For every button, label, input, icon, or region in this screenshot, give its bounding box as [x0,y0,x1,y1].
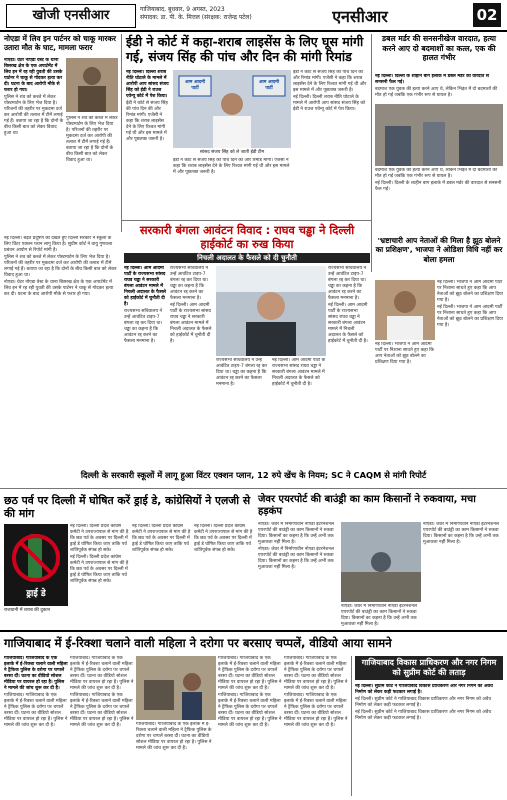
section-divider [0,488,507,489]
column-divider [351,656,352,796]
story-dry-body-2 [132,524,192,626]
story-right-mid-body [437,280,503,466]
body-paragraph: नोएडा। जेवर में निर्माणाधीन नोएडा इंटरनेशनल एयरपोर्ट की बाउंड्री का काम किसानों ने रुकवा दिया। किसानों का कहना है कि उन्हें अभी तक मुआवजा नहीं मिला है। [258,522,335,545]
body-paragraph: नई दिल्ली। आम आदमी पार्टी के राज्यसभा सांसद राघव चड्ढा ने सरकारी बंगला आवंटन मामले में निचली अदालत के फैसले को हाईकोर्ट में चुनौती दी है। [272,358,326,387]
body-paragraph: नई दिल्ली। सुप्रीम कोर्ट ने गाजियाबाद विकास प्राधिकरण और नगर निगम को अवैध निर्माण को लेकर कड़ी फटकार लगाई है। [355,697,492,708]
dry-day-graphic [4,524,68,606]
subhead: निचली अदालत के फैसले को दी चुनौती [124,253,370,263]
lead-paragraph: नोएडा। ग्रेटर नोएडा वेस्ट के थाना बिसरख क्षेत्र के एक अपार्टमेंट में लिव इन में रह रही युवती की उसके पार्टनर ने चाकू से गोदकर हत्या कर दी। घटना के बाद आरोपी मौके से फरार हो गया। [4,58,63,93]
photo-caption: राजधानी में शराब की दुकान [4,608,51,613]
story-erik-body [4,656,68,796]
body-paragraph: ईडी ने कोर्ट से संजय सिंह की पांच दिन की और रिमांड मांगी। एजेंसी ने कहा कि शराब लाइसेंस देने के लिए रिश्वत मांगी गई थी और इस मामले में और पूछताछ जरूरी है। [293,70,367,93]
party-sign: आम आदमी पार्टी [184,80,206,91]
body-paragraph: ईडी ने कोर्ट से संजय सिंह की पांच दिन की और रिमांड मांगी। एजेंसी ने कहा कि शराब लाइसेंस देने के लिए रिश्वत मांगी गई थी और इस मामले में और पूछताछ जरूरी है। [126,101,168,142]
story-erik-body-3 [136,722,216,796]
story-dry-body [70,524,130,626]
airport-site-photo [341,522,421,602]
body-paragraph: नोएडा। जेवर में निर्माणाधीन नोएडा इंटरनेशनल एयरपोर्ट की बाउंड्री का काम किसानों ने रुकवा दिया। किसानों का कहना है कि उन्हें अभी तक मुआवजा नहीं मिला है। [423,522,500,545]
body-paragraph: गाजियाबाद। गाजियाबाद के एक इलाके में ई-रिक्शा चलाने वाली महिला ने ट्रैफिक पुलिस के दरोगा पर चप्पलें बरसा दीं। घटना का वीडियो सोशल मीडिया पर वायरल हो रहा है। पुलिस ने मामले की जांच शुरू कर दी है। [4,656,68,691]
politician-photo [375,280,435,340]
page-number: 02 [473,3,501,27]
story-top-body-right [293,70,368,218]
story-raghav-body-5 [328,266,368,466]
body-paragraph: राज्यसभा सचिवालय ने उन्हें आवंटित टाइप-7 बंगला रद्द कर दिया था। चड्ढा का कहना है कि आवंटन रद्द करने का फैसला मनमाना है। [328,266,367,301]
body-paragraph: गाजियाबाद। गाजियाबाद के एक इलाके में ई-रिक्शा चलाने वाली महिला ने ट्रैफिक पुलिस के दरोगा पर चप्पलें बरसा दीं। घटना का वीडियो सोशल मीडिया पर वायरल हो रहा है। पुलिस ने मामले की जांच शुरू कर दी है। [136,722,212,751]
raghav-chadha-photo [216,266,326,356]
body-paragraph: नई दिल्ली। सुप्रीम कोर्ट ने गाजियाबाद विकास प्राधिकरण और नगर निगम को अवैध निर्माण को लेकर कड़ी फटकार लगाई है। [355,710,492,721]
story-left-body-cont [66,116,118,232]
body-paragraph: गाजियाबाद। गाजियाबाद के एक इलाके में ई-रिक्शा चलाने वाली महिला ने ट्रैफिक पुलिस के दरोगा पर चप्पलें बरसा दीं। घटना का वीडियो सोशल मीडिया पर वायरल हो रहा है। पुलिस ने मामले की जांच शुरू कर दी है। [4,693,68,728]
section-divider [121,220,371,221]
story-right-top [375,34,503,63]
body-paragraph: गाजियाबाद। गाजियाबाद के एक इलाके में ई-रिक्शा चलाने वाली महिला ने ट्रैफिक पुलिस के दरोगा पर चप्पलें बरसा दीं। घटना का वीडियो सोशल मीडिया पर वायरल हो रहा है। पुलिस ने मामले की जांच शुरू कर दी है। [70,693,134,728]
body-paragraph: नई दिल्ली। भाजपा ने आम आदमी पार्टी पर निशाना साधते हुए कहा कि आप नेताओं को झूठ बोलने का प्रशिक्षण दिया गया है। [375,342,434,365]
story-jewar [258,494,503,518]
body-paragraph: नई दिल्ली। दिल्ली प्रदेश कांग्रेस कमेटी ने उपराज्यपाल से मांग की है कि छठ पर्व के अवसर पर दिल्ली में ड्राई डे घोषित किया जाए ताकि पर्व शांतिपूर्वक संपन्न हो सके। [70,555,129,584]
story-right-top-body-2 [375,168,503,232]
body-paragraph: बदमाश एक युवक की हत्या करने आए थे, लेकिन भिड़ंत में दो बदमाशों की मौत हो गई जबकि एक गंभीर रूप से घायल है। [375,87,498,98]
body-paragraph: नई दिल्ली। बढ़ते प्रदूषण को देखते हुए दिल्ली सरकार ने स्कूलों के लिए विंटर एक्शन प्लान लागू किया है। सुप्रीम कोर्ट ने वायु गुणवत्ता प्रबंधन आयोग से रिपोर्ट मांगी है। [4,236,113,253]
body-paragraph: गाजियाबाद। गाजियाबाद के एक इलाके में ई-रिक्शा चलाने वाली महिला ने ट्रैफिक पुलिस के दरोगा पर चप्पलें बरसा दीं। घटना का वीडियो सोशल मीडिया पर वायरल हो रहा है। पुलिस ने मामले की जांच शुरू कर दी है। [284,693,348,728]
body-paragraph: नई दिल्ली। आम आदमी पार्टी के राज्यसभा सांसद राघव चड्ढा ने सरकारी बंगला आवंटन मामले में निचली अदालत के फैसले को हाईकोर्ट में चुनौती दी है। [328,303,368,344]
body-paragraph: नई दिल्ली। दिल्ली प्रदेश कांग्रेस कमेटी ने उपराज्यपाल से मांग की है कि छठ पर्व के अवसर पर दिल्ली में ड्राई डे घोषित किया जाए ताकि पर्व शांतिपूर्वक संपन्न हो सके। [132,524,191,553]
story-jewar-body [258,522,338,626]
story-erik-body-4 [218,656,282,796]
story-left-2 [4,236,118,466]
body-paragraph: बदमाश एक युवक की हत्या करने आए थे, लेकिन भिड़ंत में दो बदमाशों की मौत हो गई जबकि एक गंभीर रूप से घायल है। [375,168,498,179]
editor-text: संपादक: डा. पी. के. मित्तल (संरक्षक: राजेन्द्र पटेल) [140,14,252,21]
headline: 'भ्रष्टाचारी आप नेताओं की मिला है झूठ बोलने का प्रशिक्षण', भाजपा ने ओडिशा विधि नहीं कर बोला हमला [375,236,503,264]
story-gda-body [355,684,503,796]
body-paragraph: नोएडा। ग्रेटर नोएडा वेस्ट के थाना बिसरख क्षेत्र के एक अपार्टमेंट में लिव इन में रह रही युवती की उसके पार्टनर ने चाकू से गोदकर हत्या कर दी। घटना के बाद आरोपी मौके से फरार हो गया। [4,280,114,297]
body-paragraph: पुलिस ने शव को कब्जे में लेकर पोस्टमार्टम के लिए भेज दिया है। परिजनों की तहरीर पर मुकदमा दर्ज कर आरोपी की तलाश में टीमें लगाई गई हैं। बताया जा रहा है कि दोनों के बीच किसी बात को लेकर विवाद हुआ था। [4,95,64,136]
story-top-body [126,70,170,218]
graphic-label: ड्राई डे [26,589,46,599]
newspaper-logo: खोजी एनसीआर [6,4,136,28]
body-paragraph: नई दिल्ली। सुप्रीम कोर्ट ने गाजियाबाद विकास प्राधिकरण और नगर निगम को अवैध निर्माण को लेकर कड़ी फटकार लगाई है। [355,684,493,695]
body-paragraph: नई दिल्ली। आम आदमी पार्टी के राज्यसभा सांसद राघव चड्ढा ने सरकारी बंगला आवंटन मामले में निचली अदालत के फैसले को हाईकोर्ट में चुनौती दी है। [170,303,212,344]
body-paragraph: राज्यसभा सचिवालय ने उन्हें आवंटित टाइप-7 बंगला रद्द कर दिया था। चड्ढा का कहना है कि आवंटन रद्द करने का फैसला मनमाना है। [216,358,268,387]
story-raghav-body [124,266,168,466]
crime-scene-photo [375,104,503,166]
column-divider [121,34,122,232]
body-paragraph: नई दिल्ली। दिल्ली प्रदेश कांग्रेस कमेटी ने उपराज्यपाल से मांग की है कि छठ पर्व के अवसर पर दिल्ली में ड्राई डे घोषित किया जाए ताकि पर्व शांतिपूर्वक संपन्न हो सके। [194,524,253,553]
story-raghav [124,224,370,263]
body-paragraph: नई दिल्ली। दिल्ली के शाहीन बाग इलाके में डबल मर्डर की वारदात से सनसनी फैल गई। [375,181,502,192]
headline: गाजियाबाद विकास प्राधिकरण और नगर निगम को सुप्रीम कोर्ट की लताड़ [361,658,497,677]
headline: दिल्ली के सरकारी स्कूलों में लागू हुआ विंटर एक्शन प्लान, 12 रुपे खेंच के नियम; SC ने CAQM से मांगी रिपोर्ट [80,470,427,480]
story-left [4,34,118,52]
body-paragraph: राज्यसभा सचिवालय ने उन्हें आवंटित टाइप-7 बंगला रद्द कर दिया था। चड्ढा का कहना है कि आवंटन रद्द करने का फैसला मनमाना है। [124,309,163,344]
story-right-mid-body-2 [375,342,435,466]
story-erickshaw [4,636,503,650]
headline: गाजियाबाद में ई-रिक्शा चलाने वाली महिला ने दरोगा पर बरसाए चप्पलें, वीडियो आया सामने [4,636,392,650]
body-paragraph: राज्यसभा सचिवालय ने उन्हें आवंटित टाइप-7 बंगला रद्द कर दिया था। चड्ढा का कहना है कि आवंटन रद्द करने का फैसला मनमाना है। [170,266,209,301]
story-erik-body-5 [284,656,348,796]
crime-scene-photo [66,58,118,112]
story-erik-body-2 [70,656,134,796]
photo-caption: सांसद संजय सिंह को ले जाती ईडी टीम [199,150,265,155]
headline: नोएडा में लिव इन पार्टनर को चाकू मारकर उतारा मौत के घाट, मामला फरार [4,34,117,52]
story-raghav-body-2 [170,266,214,466]
body-paragraph: गाजियाबाद। गाजियाबाद के एक इलाके में ई-रिक्शा चलाने वाली महिला ने ट्रैफिक पुलिस के दरोगा पर चप्पलें बरसा दीं। घटना का वीडियो सोशल मीडिया पर वायरल हो रहा है। पुलिस ने मामले की जांच शुरू कर दी है। [284,656,348,691]
body-paragraph: नई दिल्ली। दिल्ली प्रदेश कांग्रेस कमेटी ने उपराज्यपाल से मांग की है कि छठ पर्व के अवसर पर दिल्ली में ड्राई डे घोषित किया जाए ताकि पर्व शांतिपूर्वक संपन्न हो सके। [70,524,129,553]
headline: छठ पर्व पर दिल्ली में घोषित करें ड्राई डे, कांग्रेसियों ने एलजी से की मांग [4,494,251,520]
story-raghav-body-3 [216,358,270,466]
headline-box [355,656,503,680]
story-top [126,34,368,64]
column-divider [371,34,372,272]
story-raghav-body-4 [272,358,326,466]
story-jewar-body-3 [341,604,421,626]
story-gda [355,656,503,680]
sanjay-singh-photo [173,70,291,148]
erickshaw-video-still [136,656,216,720]
story-right-mid [375,236,503,264]
section-title: एनसीआर [332,7,388,26]
lead-paragraph: नई दिल्ली। दिल्ली शराब नीति घोटाले के मामले में आरोपी आप सांसद संजय सिंह को ईडी ने राउज एवेन्यू कोर्ट में पेश किया। [126,70,169,99]
lead-paragraph: नई दिल्ली। आम आदमी पार्टी के राज्यसभा सांसद राघव चड्ढा ने सरकारी बंगला आवंटन मामले में निचली अदालत के फैसले को हाईकोर्ट में चुनौती दी है। [124,266,166,307]
body-paragraph: पुलिस ने शव को कब्जे में लेकर पोस्टमार्टम के लिए भेज दिया है। परिजनों की तहरीर पर मुकदमा दर्ज कर आरोपी की तलाश में टीमें लगाई गई हैं। बताया जा रहा है कि दोनों के बीच किसी बात को लेकर विवाद हुआ था। [66,116,118,163]
body-paragraph: नोएडा। जेवर में निर्माणाधीन नोएडा इंटरनेशनल एयरपोर्ट की बाउंड्री का काम किसानों ने रुकवा दिया। किसानों का कहना है कि उन्हें अभी तक मुआवजा नहीं मिला है। [258,547,335,570]
body-paragraph: पुलिस ने शव को कब्जे में लेकर पोस्टमार्टम के लिए भेज दिया है। परिजनों की तहरीर पर मुकदमा दर्ज कर आरोपी की तलाश में टीमें लगाई गई हैं। बताया जा रहा है कि दोनों के बीच किसी बात को लेकर विवाद हुआ था। [4,255,117,278]
body-paragraph: गाजियाबाद। गाजियाबाद के एक इलाके में ई-रिक्शा चलाने वाली महिला ने ट्रैफिक पुलिस के दरोगा पर चप्पलें बरसा दीं। घटना का वीडियो सोशल मीडिया पर वायरल हो रहा है। पुलिस ने मामले की जांच शुरू कर दी है। [70,656,134,691]
headline: ईडी ने कोर्ट में कहा-शराब लाइसेंस के लिए घूस मांगी गई, संजय सिंह की पांच और दिन की मांगी रिमांड [126,34,364,64]
body-paragraph: नई दिल्ली। भाजपा ने आम आदमी पार्टी पर निशाना साधते हुए कहा कि आप नेताओं को झूठ बोलने का प्रशिक्षण दिया गया है। [437,280,503,303]
body-paragraph: नोएडा। जेवर में निर्माणाधीन नोएडा इंटरनेशनल एयरपोर्ट की बाउंड्री का काम किसानों ने रुकवा दिया। किसानों का कहना है कि उन्हें अभी तक मुआवजा नहीं मिला है। [341,604,418,626]
body-paragraph: नई दिल्ली। भाजपा ने आम आदमी पार्टी पर निशाना साधते हुए कहा कि आप नेताओं को झूठ बोलने का प्रशिक्षण दिया गया है। [437,305,503,328]
date-text: गाजियाबाद, बुधवार, 9 अगस्त, 2023 [140,6,225,13]
story-right-top-body [375,74,503,102]
body-paragraph: ईडी ने कोर्ट से संजय सिंह की पांच दिन की और रिमांड मांगी। एजेंसी ने कहा कि शराब लाइसेंस देने के लिए रिश्वत मांगी गई थी और इस मामले में और पूछताछ जरूरी है। [173,158,290,175]
body-paragraph: गाजियाबाद। गाजियाबाद के एक इलाके में ई-रिक्शा चलाने वाली महिला ने ट्रैफिक पुलिस के दरोगा पर चप्पलें बरसा दीं। घटना का वीडियो सोशल मीडिया पर वायरल हो रहा है। पुलिस ने मामले की जांच शुरू कर दी है। [218,693,282,728]
headline: जेवर एयरपोर्ट की बाउंड्री का काम किसानों ने रुकवाया, मचा हड़कंप [258,494,476,517]
story-top-body-bottom [173,158,291,218]
headline: डबल मर्डर की सनसनीखेज वारदात, हत्या करने आए दो बदमाशों का कत्ल, एक की हालत गंभीर [382,34,496,62]
story-left-body [4,58,64,232]
section-divider [0,630,507,632]
lead-paragraph: नई दिल्ली। दिल्ली के शाहीन बाग इलाके में डबल मर्डर की वारदात से सनसनी फैल गई। [375,74,489,85]
party-sign: आम आदमी पार्टी [258,80,280,91]
body-paragraph: नई दिल्ली। दिल्ली शराब नीति घोटाले के मामले में आरोपी आप सांसद संजय सिंह को ईडी ने राउज एवेन्यू कोर्ट में पेश किया। [293,95,366,112]
body-paragraph: गाजियाबाद। गाजियाबाद के एक इलाके में ई-रिक्शा चलाने वाली महिला ने ट्रैफिक पुलिस के दरोगा पर चप्पलें बरसा दीं। घटना का वीडियो सोशल मीडिया पर वायरल हो रहा है। पुलिस ने मामले की जांच शुरू कर दी है। [218,656,282,691]
masthead [0,0,507,32]
headline [124,224,370,251]
story-jewar-body-2 [423,522,503,626]
headline-red: सरकारी बंगला आवंटन विवाद : राघव चड्ढा ने दिल्ली हाईकोर्ट का रुख किया [139,223,355,251]
story-dry-day [4,494,254,520]
story-dry-body-3 [194,524,254,626]
story-strip [4,470,503,480]
